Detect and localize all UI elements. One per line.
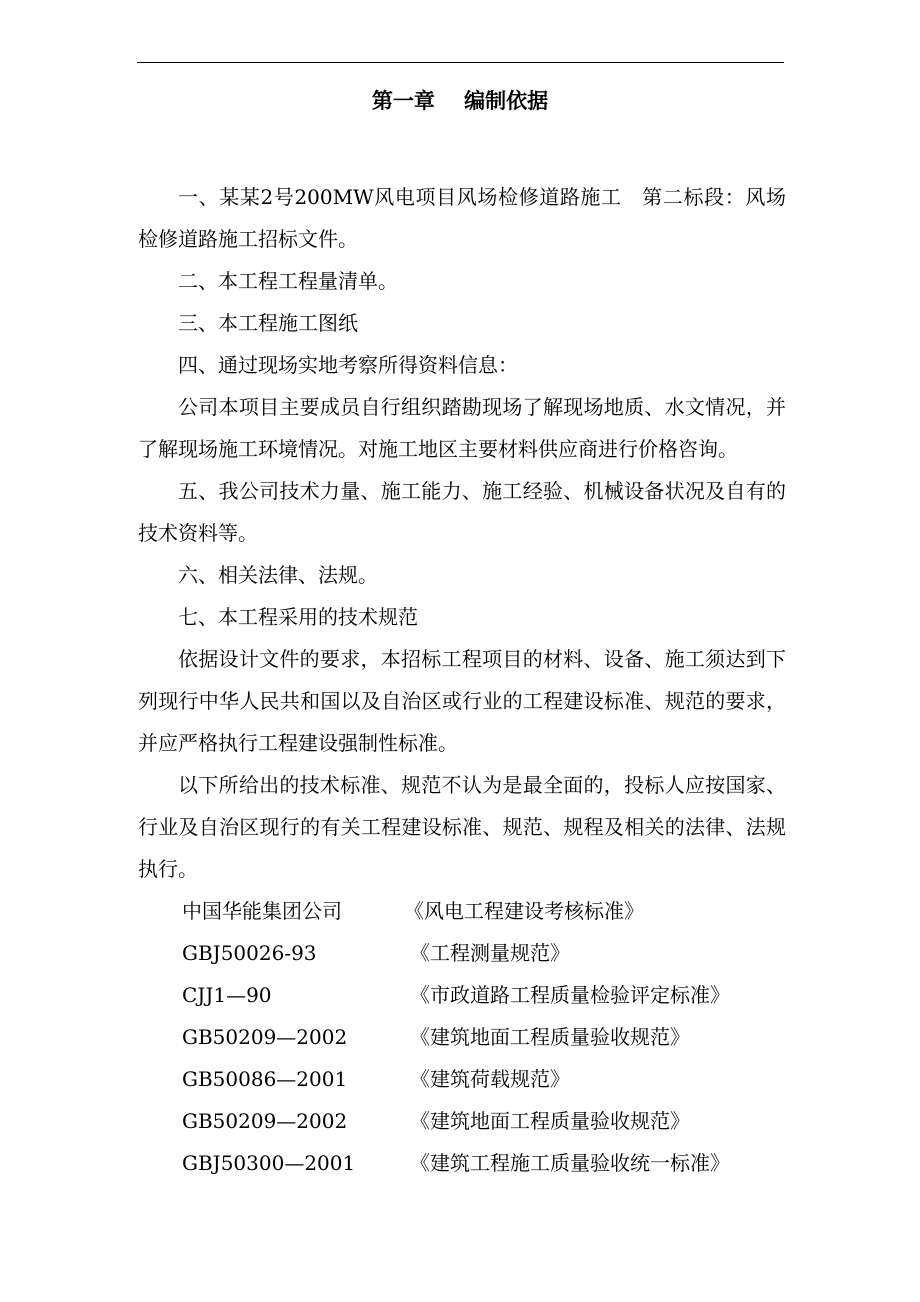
standards-list (138, 890, 786, 1184)
standard-code: GBJ50300—2001 (182, 1151, 356, 1175)
standard-item (138, 1016, 786, 1058)
standard-title: 《风电工程建设考核标准》 (404, 899, 644, 923)
standard-item (138, 1100, 786, 1142)
standard-code: GB50209—2002 (182, 1109, 348, 1133)
chapter-title: 第一章 编制依据 (371, 89, 549, 113)
standard-title: 《建筑荷载规范》 (410, 1067, 570, 1091)
document-body (138, 176, 786, 1184)
paragraph-basis-3: 三、本工程施工图纸 (178, 311, 358, 335)
paragraph-basis-4: 四、通过现场实地考察所得资料信息： (178, 353, 518, 377)
paragraph-basis-5: 五、我公司技术力量、施工能力、施工经验、机械设备状况及自有的技术资料等。 (138, 479, 786, 545)
standard-code: CJJ1—90 (182, 983, 272, 1007)
header-rule (137, 62, 784, 63)
standard-title: 《建筑地面工程质量验收规范》 (410, 1025, 690, 1049)
paragraph-site-survey: 公司本项目主要成员自行组织踏勘现场了解现场地质、水文情况，并了解现场施工环境情况。对施工地区主要材料供应商进行价格咨询。 (138, 395, 786, 461)
paragraph-basis-7: 七、本工程采用的技术规范 (178, 605, 418, 629)
standard-title: 《建筑地面工程质量验收规范》 (410, 1109, 690, 1133)
standard-title: 《工程测量规范》 (410, 941, 570, 965)
standard-item (138, 890, 786, 932)
standard-code: GB50086—2001 (182, 1067, 348, 1091)
standard-item (138, 1142, 786, 1184)
standard-title: 《市政道路工程质量检验评定标准》 (410, 983, 730, 1007)
paragraph-basis-2: 二、本工程工程量清单。 (178, 269, 398, 293)
standard-code: GB50209—2002 (182, 1025, 348, 1049)
paragraph-standards-note: 以下所给出的技术标准、规范不认为是最全面的，投标人应按国家、行业及自治区现行的有关工程建设标准、规范、规程及相关的法律、法规执行。 (138, 773, 786, 881)
paragraph-basis-1: 一、某某2号200MW风电项目风场检修道路施工 第二标段：风场检修道路施工招标文件。 (138, 185, 786, 251)
standard-item (138, 932, 786, 974)
standard-item (138, 974, 786, 1016)
standard-title: 《建筑工程施工质量验收统一标准》 (410, 1151, 730, 1175)
paragraph-basis-6: 六、相关法律、法规。 (178, 563, 378, 587)
standard-item (138, 1058, 786, 1100)
standard-code: GBJ50026-93 (182, 941, 317, 965)
standard-code: 中国华能集团公司 (182, 899, 342, 923)
paragraph-design-requirements: 依据设计文件的要求，本招标工程项目的材料、设备、施工须达到下列现行中华人民共和国以及自治区或行业的工程建设标准、规范的要求，并应严格执行工程建设强制性标准。 (138, 647, 786, 755)
